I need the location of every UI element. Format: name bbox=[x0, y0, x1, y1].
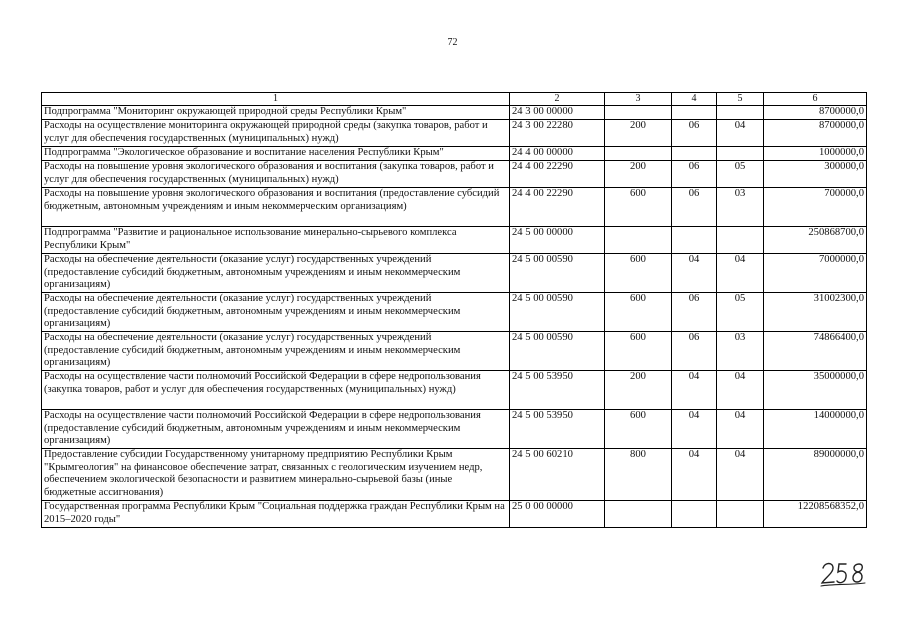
row-code-cell: 24 3 00 22280 bbox=[510, 120, 605, 147]
page-number: 72 bbox=[447, 37, 458, 48]
row-col4-cell bbox=[672, 106, 717, 120]
table-row bbox=[42, 371, 867, 410]
row-col4-cell bbox=[672, 227, 717, 254]
budget-table bbox=[41, 92, 867, 528]
row-col5-cell: 05 bbox=[717, 161, 764, 188]
row-col4-cell: 04 bbox=[672, 371, 717, 410]
header-cell: 5 bbox=[717, 93, 764, 106]
table-row bbox=[42, 106, 867, 120]
row-code-cell: 24 5 00 00590 bbox=[510, 332, 605, 371]
table-row bbox=[42, 120, 867, 147]
row-col5-cell: 04 bbox=[717, 120, 764, 147]
row-col3-cell: 600 bbox=[605, 188, 672, 227]
row-name-cell: Расходы на осуществление мониторинга окружающей природной среды (закупка товаров, работ и услуг для обеспечения государственных (муниципальных) нужд) bbox=[42, 120, 510, 147]
row-name-cell: Расходы на обеспечение деятельности (оказание услуг) государственных учреждений (предоставление субсидий бюджетным, автономным учреждениям и иным некоммерческим организациям) bbox=[42, 254, 510, 293]
row-code-cell: 24 5 00 53950 bbox=[510, 371, 605, 410]
row-amount-cell: 1000000,0 bbox=[764, 147, 867, 161]
row-amount-cell: 74866400,0 bbox=[764, 332, 867, 371]
table-header-row bbox=[42, 93, 867, 106]
row-col4-cell: 06 bbox=[672, 161, 717, 188]
row-col5-cell: 03 bbox=[717, 332, 764, 371]
table-row bbox=[42, 147, 867, 161]
row-name-cell: Расходы на обеспечение деятельности (оказание услуг) государственных учреждений (предоставление субсидий бюджетным, автономным учреждениям и иным некоммерческим организациям) bbox=[42, 293, 510, 332]
row-col5-cell bbox=[717, 147, 764, 161]
row-col4-cell: 06 bbox=[672, 332, 717, 371]
header-cell: 2 bbox=[510, 93, 605, 106]
table-row bbox=[42, 293, 867, 332]
row-col3-cell bbox=[605, 501, 672, 528]
row-amount-cell: 89000000,0 bbox=[764, 449, 867, 501]
row-name-cell: Подпрограмма "Мониторинг окружающей природной среды Республики Крым" bbox=[42, 106, 510, 120]
row-code-cell: 24 4 00 22290 bbox=[510, 161, 605, 188]
row-col3-cell: 200 bbox=[605, 120, 672, 147]
row-code-cell: 24 3 00 00000 bbox=[510, 106, 605, 120]
row-amount-cell: 7000000,0 bbox=[764, 254, 867, 293]
header-cell: 4 bbox=[672, 93, 717, 106]
row-col5-cell: 04 bbox=[717, 254, 764, 293]
row-amount-cell: 250868700,0 bbox=[764, 227, 867, 254]
row-code-cell: 24 4 00 22290 bbox=[510, 188, 605, 227]
row-col3-cell bbox=[605, 147, 672, 161]
row-col4-cell: 04 bbox=[672, 449, 717, 501]
row-col3-cell: 600 bbox=[605, 293, 672, 332]
table-row bbox=[42, 227, 867, 254]
row-code-cell: 24 5 00 53950 bbox=[510, 410, 605, 449]
row-amount-cell: 8700000,0 bbox=[764, 106, 867, 120]
row-col5-cell: 03 bbox=[717, 188, 764, 227]
row-col3-cell: 600 bbox=[605, 410, 672, 449]
row-col3-cell: 600 bbox=[605, 332, 672, 371]
row-col4-cell bbox=[672, 147, 717, 161]
row-amount-cell: 300000,0 bbox=[764, 161, 867, 188]
row-col5-cell: 04 bbox=[717, 371, 764, 410]
row-name-cell: Государственная программа Республики Крым "Социальная поддержка граждан Республики Крым на 2015–2020 годы" bbox=[42, 501, 510, 528]
table-row bbox=[42, 449, 867, 501]
header-cell: 1 bbox=[42, 93, 510, 106]
row-amount-cell: 8700000,0 bbox=[764, 120, 867, 147]
row-col4-cell: 06 bbox=[672, 293, 717, 332]
row-col4-cell: 06 bbox=[672, 188, 717, 227]
row-col3-cell: 600 bbox=[605, 254, 672, 293]
table-row bbox=[42, 501, 867, 528]
handwritten-page-mark bbox=[813, 556, 871, 590]
row-amount-cell: 35000000,0 bbox=[764, 371, 867, 410]
row-amount-cell: 31002300,0 bbox=[764, 293, 867, 332]
row-name-cell: Предоставление субсидии Государственному унитарному предприятию Республики Крым "Крымгеология" на финансовое обеспечение затрат, связанных с геологическим изучением недр, обеспечением экологической безопасности и развитием минерально-сырьевой базы (иные бюджетные ассигнования) bbox=[42, 449, 510, 501]
row-name-cell: Расходы на обеспечение деятельности (оказание услуг) государственных учреждений (предоставление субсидий бюджетным, автономным учреждениям и иным некоммерческим организациям) bbox=[42, 332, 510, 371]
row-name-cell: Подпрограмма "Развитие и рациональное использование минерально-сырьевого комплекса Республики Крым" bbox=[42, 227, 510, 254]
row-name-cell: Расходы на повышение уровня экологического образования и воспитания (предоставление субсидий бюджетным, автономным учреждениям и иным некоммерческим организациям) bbox=[42, 188, 510, 227]
table-row bbox=[42, 410, 867, 449]
row-name-cell: Расходы на осуществление части полномочий Российской Федерации в сфере недропользования (предоставление субсидий бюджетным, автономным учреждениям и иным некоммерческим организациям) bbox=[42, 410, 510, 449]
row-col3-cell: 200 bbox=[605, 161, 672, 188]
table-row bbox=[42, 188, 867, 227]
row-col5-cell bbox=[717, 501, 764, 528]
row-col5-cell: 04 bbox=[717, 449, 764, 501]
row-code-cell: 24 5 00 00590 bbox=[510, 254, 605, 293]
row-col5-cell bbox=[717, 227, 764, 254]
table-row bbox=[42, 332, 867, 371]
row-col4-cell: 04 bbox=[672, 410, 717, 449]
header-cell: 3 bbox=[605, 93, 672, 106]
row-name-cell: Подпрограмма "Экологическое образование и воспитание населения Республики Крым" bbox=[42, 147, 510, 161]
header-cell: 6 bbox=[764, 93, 867, 106]
row-col3-cell bbox=[605, 227, 672, 254]
row-col4-cell: 06 bbox=[672, 120, 717, 147]
row-amount-cell: 14000000,0 bbox=[764, 410, 867, 449]
row-code-cell: 24 5 00 00590 bbox=[510, 293, 605, 332]
row-code-cell: 25 0 00 00000 bbox=[510, 501, 605, 528]
table-row bbox=[42, 254, 867, 293]
row-amount-cell: 12208568352,0 bbox=[764, 501, 867, 528]
row-code-cell: 24 4 00 00000 bbox=[510, 147, 605, 161]
row-col4-cell: 04 bbox=[672, 254, 717, 293]
row-code-cell: 24 5 00 00000 bbox=[510, 227, 605, 254]
table-row bbox=[42, 161, 867, 188]
row-name-cell: Расходы на повышение уровня экологического образования и воспитания (закупка товаров, работ и услуг для обеспечения государственных (муниципальных) нужд) bbox=[42, 161, 510, 188]
row-col4-cell bbox=[672, 501, 717, 528]
row-col5-cell: 04 bbox=[717, 410, 764, 449]
row-name-cell: Расходы на осуществление части полномочий Российской Федерации в сфере недропользования (закупка товаров, работ и услуг для обеспечения государственных (муниципальных) нужд) bbox=[42, 371, 510, 410]
row-col3-cell bbox=[605, 106, 672, 120]
row-col3-cell: 200 bbox=[605, 371, 672, 410]
row-col5-cell bbox=[717, 106, 764, 120]
row-col3-cell: 800 bbox=[605, 449, 672, 501]
row-amount-cell: 700000,0 bbox=[764, 188, 867, 227]
row-col5-cell: 05 bbox=[717, 293, 764, 332]
row-code-cell: 24 5 00 60210 bbox=[510, 449, 605, 501]
